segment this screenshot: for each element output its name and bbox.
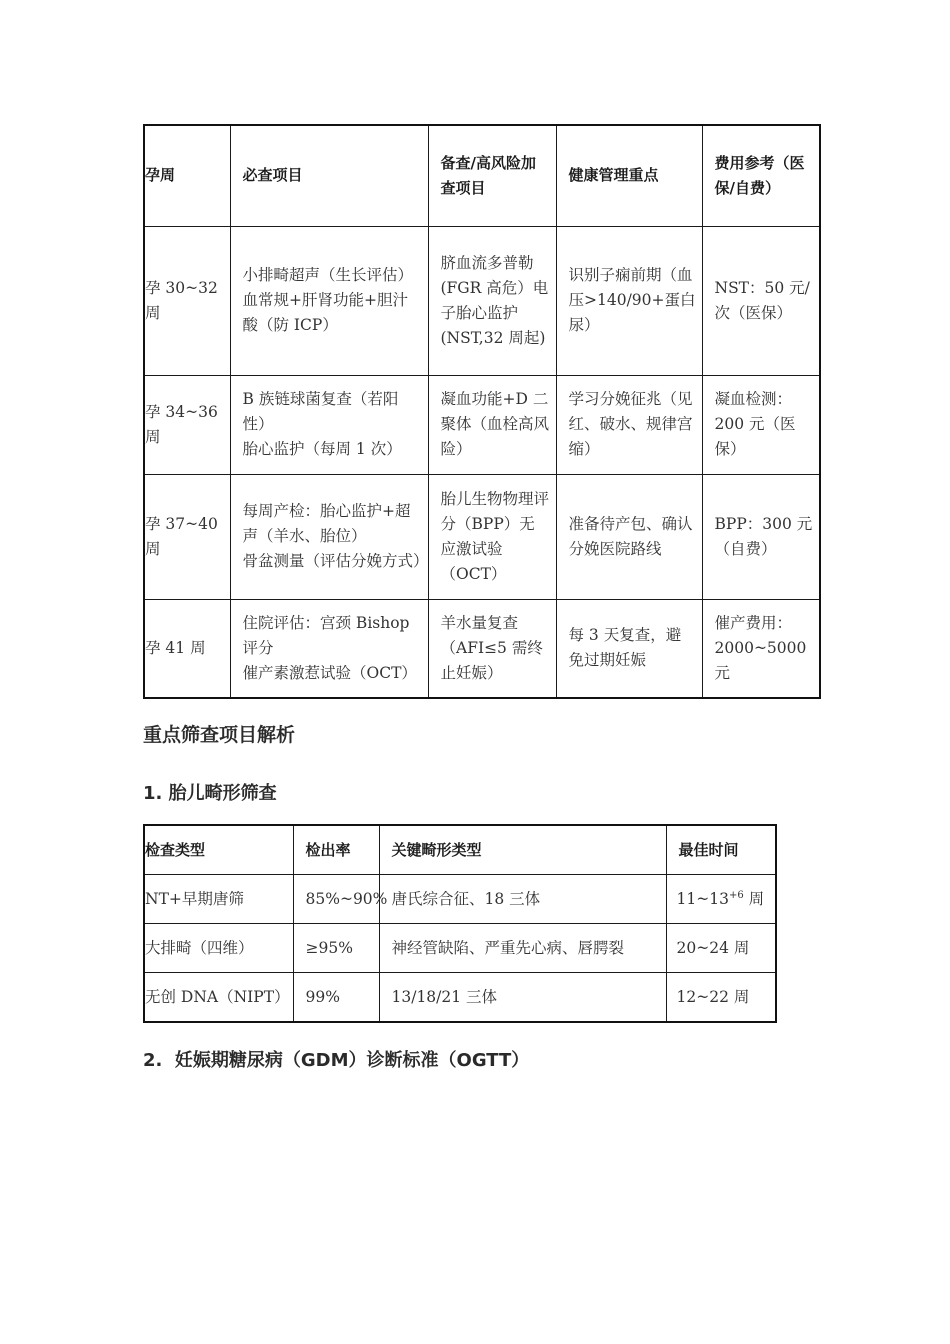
cell-optional: 脐血流多普勒(FGR 高危）电子胎心监护(NST,32 周起) (428, 226, 556, 375)
cell-rate: 85%~90% (293, 875, 379, 924)
time-main: 11~13 (676, 889, 729, 908)
cell-time: 20~24 周 (666, 924, 776, 973)
cell-type: 无创 DNA（NIPT） (144, 973, 293, 1023)
cell-required: B 族链球菌复查（若阳性） 胎心监护（每周 1 次） (230, 375, 428, 474)
cell-cost: 凝血检测：200 元（医保） (702, 375, 820, 474)
cell-cost: BPP：300 元（自费） (702, 474, 820, 599)
table-row (144, 924, 776, 973)
header-cost: 费用参考（医保/自费） (702, 125, 820, 226)
cell-required: 住院评估：宫颈 Bishop 评分 催产素激惹试验（OCT） (230, 599, 428, 698)
header-anomaly: 关键畸形类型 (379, 825, 666, 875)
time-unit: 周 (743, 889, 765, 908)
table-row (144, 599, 820, 698)
header-week: 孕周 (144, 125, 230, 226)
cell-week: 孕 30~32 周 (144, 226, 230, 375)
header-time: 最佳时间 (666, 825, 776, 875)
cell-week: 孕 37~40 周 (144, 474, 230, 599)
header-required: 必查项目 (230, 125, 428, 226)
cell-anomaly: 13/18/21 三体 (379, 973, 666, 1023)
cell-focus: 每 3 天复查，避免过期妊娠 (556, 599, 702, 698)
cell-optional: 胎儿生物物理评分（BPP）无应激试验（OCT） (428, 474, 556, 599)
cell-rate: ≥95% (293, 924, 379, 973)
table-header-row (144, 125, 820, 226)
cell-cost: 催产费用：2000~5000 元 (702, 599, 820, 698)
section-title: 重点筛查项目解析 (143, 724, 296, 746)
prenatal-schedule-table (143, 124, 821, 699)
cell-anomaly: 神经管缺陷、严重先心病、唇腭裂 (379, 924, 666, 973)
table-row (144, 375, 820, 474)
cell-anomaly: 唐氏综合征、18 三体 (379, 875, 666, 924)
cell-cost: NST：50 元/次（医保） (702, 226, 820, 375)
cell-required: 小排畸超声（生长评估） 血常规+肝肾功能+胆汁酸（防 ICP） (230, 226, 428, 375)
cell-focus: 准备待产包、确认分娩医院路线 (556, 474, 702, 599)
cell-week: 孕 41 周 (144, 599, 230, 698)
cell-optional: 凝血功能+D 二聚体（血栓高风险） (428, 375, 556, 474)
cell-focus: 识别子痫前期（血压>140/90+蛋白尿） (556, 226, 702, 375)
table-row (144, 474, 820, 599)
fetal-screening-table (143, 824, 777, 1023)
cell-required: 每周产检：胎心监护+超声（羊水、胎位） 骨盆测量（评估分娩方式） (230, 474, 428, 599)
header-optional: 备查/高风险加查项目 (428, 125, 556, 226)
subsection-gdm-title: 2. 妊娠期糖尿病（GDM）诊断标准（OGTT） (143, 1050, 530, 1071)
time-sup: +6 (728, 889, 744, 901)
cell-focus: 学习分娩征兆（见红、破水、规律宫缩） (556, 375, 702, 474)
cell-rate: 99% (293, 973, 379, 1023)
table-row (144, 226, 820, 375)
cell-type: 大排畸（四维） (144, 924, 293, 973)
table-header-row (144, 825, 776, 875)
table-row (144, 875, 776, 924)
cell-week: 孕 34~36 周 (144, 375, 230, 474)
cell-time: 12~22 周 (666, 973, 776, 1023)
header-focus: 健康管理重点 (556, 125, 702, 226)
table-row (144, 973, 776, 1023)
header-rate: 检出率 (293, 825, 379, 875)
subsection-fetal-screening-title: 1. 胎儿畸形筛查 (143, 783, 277, 804)
cell-optional: 羊水量复查（AFI≤5 需终止妊娠） (428, 599, 556, 698)
cell-time (666, 875, 776, 924)
cell-type: NT+早期唐筛 (144, 875, 293, 924)
header-type: 检查类型 (144, 825, 293, 875)
